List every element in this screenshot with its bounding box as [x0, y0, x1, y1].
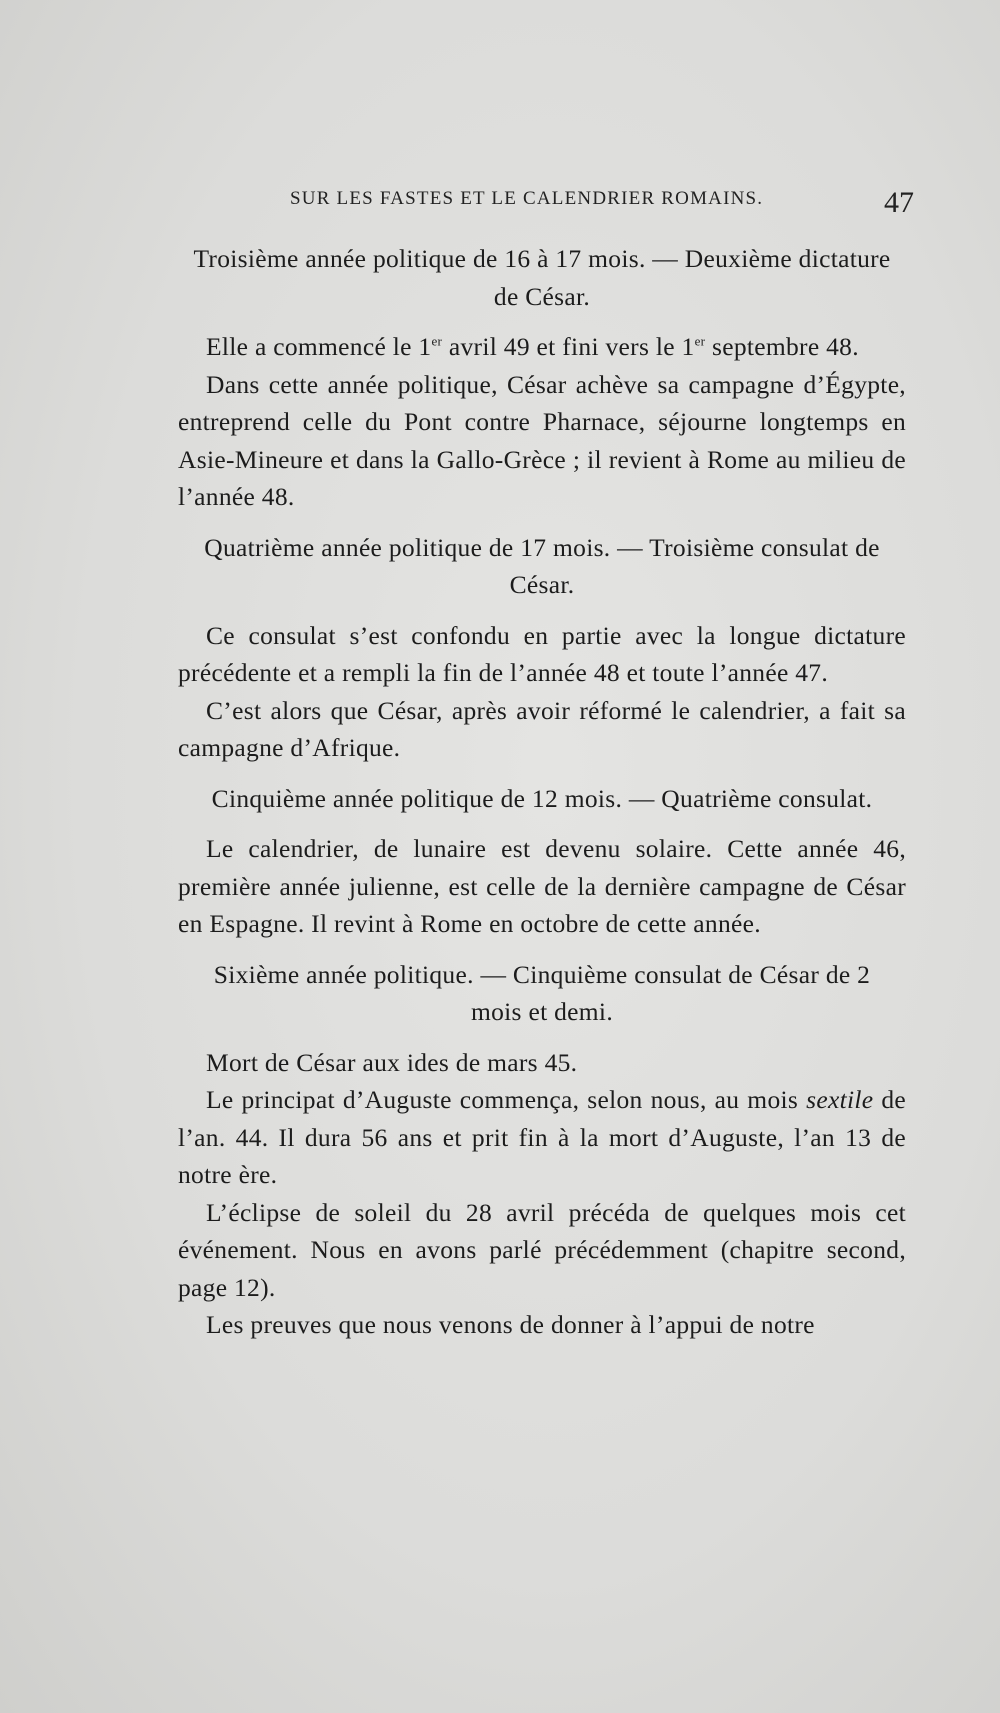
body-text: [178, 240, 906, 1344]
page-number: 47: [884, 186, 914, 219]
paragraph: Mort de César aux ides de mars 45.: [206, 1047, 578, 1077]
section-heading: Troisième année politique de 16 à 17 mois. — Deuxième dictature de César.: [193, 244, 891, 311]
paragraph: Les preuves que nous venons de donner à l’appui de notre: [206, 1310, 815, 1339]
section-heading: Sixième année politique. — Cinquième consulat de César de 2 mois et demi.: [213, 959, 871, 1026]
superscript: er: [694, 333, 706, 349]
paragraph: L’éclipse de soleil du 28 avril précéda de quelques mois cet événement. Nous en avons parlé précédemment (chapitre second, page 12).: [178, 1197, 906, 1302]
section-heading: Quatrième année politique de 17 mois. — Troisième consulat de César.: [204, 532, 880, 599]
paragraph: Le principat d’Auguste commença, selon nous, au mois sextile de l’an. 44. Il dura 56 ans et prit fin à la mort d’Auguste, l’an 13 de notre ère.: [178, 1085, 907, 1189]
italic-term: sextile: [806, 1085, 874, 1114]
paragraph: Dans cette année politique, César achève sa campagne d’Égypte, entreprend celle du Pont contre Pharnace, séjourne longtemps en Asie-Mineure et dans la Gallo-Grèce ; il revient à Rome au milieu de l’année 48.: [178, 369, 906, 511]
running-title: SUR LES FASTES ET LE CALENDRIER ROMAINS.: [290, 188, 764, 209]
paragraph: Ce consulat s’est confondu en partie avec la longue dictature précédente et a rempli la fin de l’année 48 et toute l’année 47.: [178, 620, 906, 687]
paragraph: Elle a commencé le 1er avril 49 et fini vers le 1er septembre 48.: [206, 332, 859, 361]
superscript: er: [431, 333, 443, 349]
section-heading: Cinquième année politique de 12 mois. — Quatrième consulat.: [211, 783, 873, 813]
paragraph: Le calendrier, de lunaire est devenu solaire. Cette année 46, première année julienne, est celle de la dernière campagne de César en Espagne. Il revint à Rome en octobre de cette année.: [178, 834, 906, 938]
paragraph: C’est alors que César, après avoir réformé le calendrier, a fait sa campagne d’Afrique.: [178, 695, 906, 762]
